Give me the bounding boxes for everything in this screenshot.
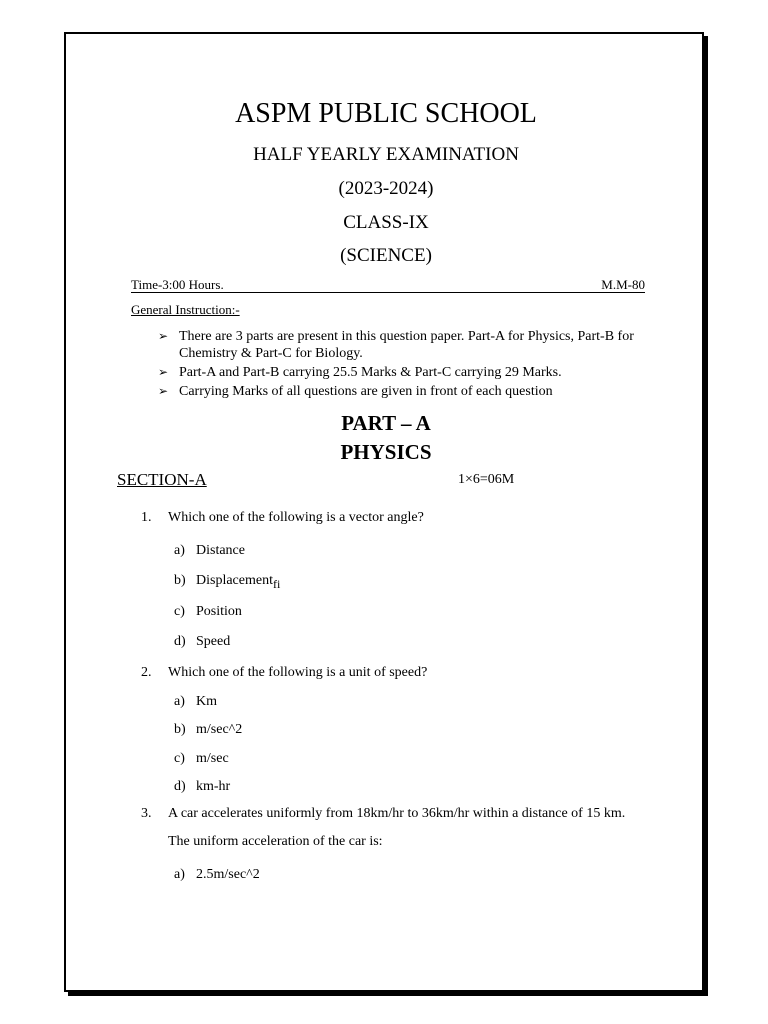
- arrowhead-bullet-icon: ➢: [158, 329, 169, 343]
- question-number: 2.: [141, 665, 152, 680]
- option-label: d): [174, 779, 186, 794]
- option-label: a): [174, 694, 185, 709]
- maximum-marks: M.M-80: [601, 277, 645, 292]
- option-label: a): [174, 867, 185, 882]
- option-label: c): [174, 751, 185, 766]
- question-text: A car accelerates uniformly from 18km/hr to 36km/hr within a distance of 15 km.: [168, 806, 626, 821]
- section-marks: 1×6=06M: [458, 472, 515, 487]
- instruction-list: [158, 328, 648, 402]
- instruction-item: ➢ Part-A and Part-B carrying 25.5 Marks & Part-C carrying 29 Marks.: [158, 365, 562, 380]
- exam-meta-row: [131, 277, 645, 293]
- class-label: CLASS-IX: [343, 212, 429, 233]
- option-label: c): [174, 604, 185, 619]
- exam-session: (2023-2024): [338, 178, 434, 199]
- option-label: b): [174, 722, 186, 737]
- option-text: 2.5m/sec^2: [196, 867, 260, 882]
- exam-title: HALF YEARLY EXAMINATION: [253, 144, 519, 165]
- school-name: ASPM PUBLIC SCHOOL: [235, 98, 537, 129]
- question-text: Which one of the following is a unit of speed?: [168, 665, 428, 680]
- option-text: Speed: [196, 634, 231, 649]
- option-text: Distance: [196, 543, 245, 558]
- option-text: Position: [196, 604, 242, 619]
- question-text-continued: The uniform acceleration of the car is:: [168, 834, 383, 849]
- option-suffix: fi: [272, 576, 281, 591]
- general-instruction-heading: General Instruction:-: [131, 302, 240, 317]
- option-text: m/sec: [196, 751, 229, 766]
- arrowhead-bullet-icon: ➢: [158, 365, 169, 379]
- option-text: Km: [196, 694, 217, 709]
- subject-label: (SCIENCE): [340, 245, 432, 266]
- option-text: Displacement$_{fi}$: [196, 573, 281, 591]
- part-title: PART – A: [341, 411, 431, 435]
- option-label: d): [174, 634, 186, 649]
- question-number: 3.: [141, 806, 152, 821]
- option-text: m/sec^2: [196, 722, 243, 737]
- option-label: b): [174, 573, 186, 588]
- arrowhead-bullet-icon: ➢: [158, 384, 169, 398]
- instruction-item: ➢ There are 3 parts are present in this question paper. Part-A for Physics, Part-B for Chemistry & Part-C for Biology.: [158, 329, 634, 361]
- option-label: a): [174, 543, 185, 558]
- section-title: SECTION-A: [117, 470, 207, 489]
- part-subject: PHYSICS: [340, 440, 432, 464]
- time-allowed: Time-3:00 Hours.: [131, 277, 224, 292]
- question-text: Which one of the following is a vector angle?: [168, 510, 424, 525]
- option-text: km-hr: [196, 779, 231, 794]
- instruction-item: ➢ Carrying Marks of all questions are given in front of each question: [158, 384, 553, 399]
- question-number: 1.: [141, 510, 152, 525]
